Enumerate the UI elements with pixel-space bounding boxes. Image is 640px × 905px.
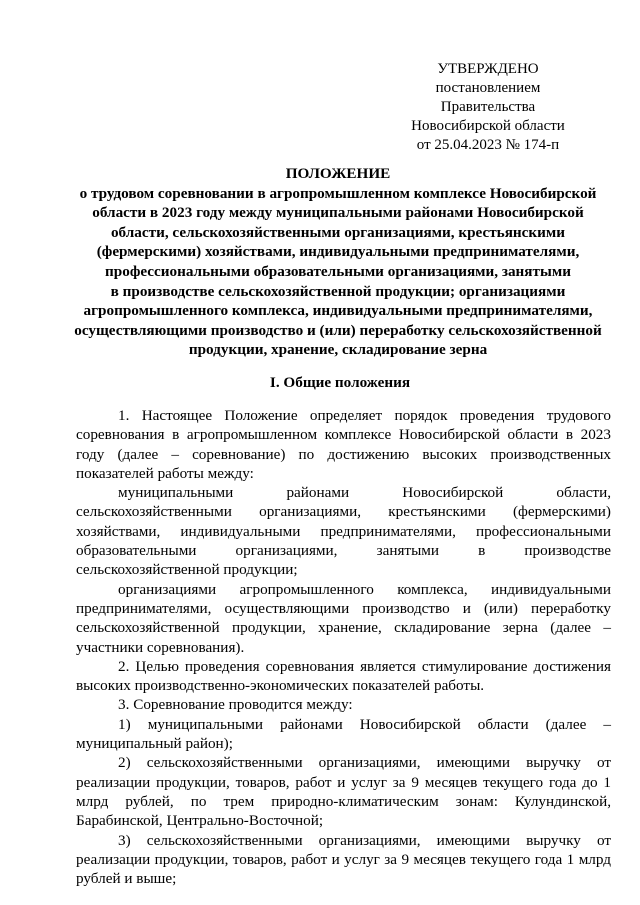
section-title: I. Общие положения bbox=[269, 374, 411, 391]
approval-line: постановлением Правительства bbox=[435, 80, 541, 115]
document-subtitle-line: в производстве сельскохозяйственной продукции; организациями bbox=[110, 282, 566, 300]
document-subtitle-line: профессиональными образовательными организациями, занятыми bbox=[105, 262, 571, 280]
paragraph: 1. Настоящее Положение определяет порядок проведения трудового соревнования в агропромышленном комплексе Новосибирской области в 2023 году (далее – соревнование) по достижению высоких производственных показателей работы между: bbox=[76, 407, 611, 482]
paragraph: муниципальными районами Новосибирской области, сельскохозяйственными организациями, крестьянскими (фермерскими) хозяйствами, индивидуальными предпринимателями, профессиональными образовательными организациями, занятыми в производстве сельскохозяйственной продукции; bbox=[76, 484, 611, 579]
approval-date-number: от 25.04.2023 № 174-п bbox=[416, 137, 560, 153]
paragraph: 3. Соревнование проводится между: bbox=[118, 696, 353, 714]
document-subtitle-line: продукции, хранение, складирование зерна bbox=[188, 341, 488, 359]
paragraph: 3) сельскохозяйственными организациями, имеющими выручку от реализации продукции, товаров, работ и услуг за 9 месяцев текущего года 1 млрд рублей и выше; bbox=[76, 831, 611, 888]
document-subtitle-line: области, сельскохозяйственными организациями, крестьянскими bbox=[110, 223, 566, 241]
approval-line: Новосибирской области bbox=[411, 118, 565, 134]
document-subtitle-line: области в 2023 году между муниципальными районами Новосибирской bbox=[92, 204, 584, 222]
paragraph: 1) муниципальными районами Новосибирской области (далее – муниципальный район); bbox=[76, 715, 611, 753]
document-subtitle-line: агропромышленного комплекса, индивидуальными предпринимателями, bbox=[83, 302, 593, 320]
paragraph: организациями агропромышленного комплекса, индивидуальными предпринимателями, осуществляющими производство и (или) переработку сельскохозяйственной продукции, хранение, складирование зерна (далее – участники соревнования). bbox=[76, 580, 611, 656]
approval-title: УТВЕРЖДЕНО bbox=[437, 61, 539, 77]
document-subtitle-line: (фермерскими) хозяйствами, индивидуальными предпринимателями, bbox=[96, 243, 580, 261]
document-title: ПОЛОЖЕНИЕ bbox=[285, 165, 391, 182]
paragraph: 2. Целью проведения соревнования является стимулирование достижения высоких производственно-экономических показателей работы. bbox=[76, 657, 611, 695]
section-body bbox=[76, 406, 611, 888]
document-subtitle-line: о трудовом соревновании в агропромышленном комплексе Новосибирской bbox=[79, 184, 597, 202]
document-heading bbox=[60, 164, 616, 360]
document-subtitle-line: осуществляющими производство и (или) переработку сельскохозяйственной bbox=[74, 321, 602, 339]
paragraph: 2) сельскохозяйственными организациями, имеющими выручку от реализации продукции, товаров, работ и услуг за 9 месяцев текущего года до 1 млрд рублей, по трем природно-климатическим зонам: Кулундинской, Барабинской, Центрально-Восточной; bbox=[76, 754, 611, 830]
approval-stamp bbox=[388, 60, 588, 155]
